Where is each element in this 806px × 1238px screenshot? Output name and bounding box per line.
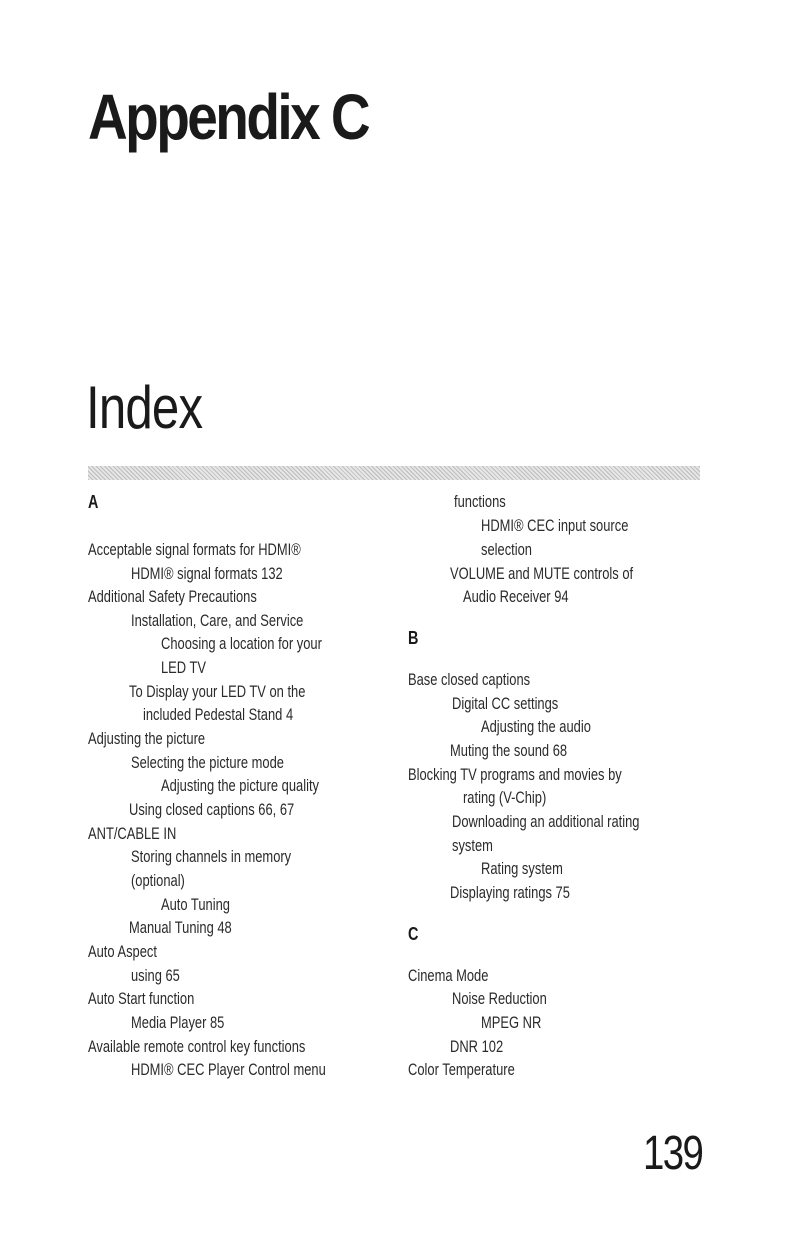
index-continued-entry: VOLUME and MUTE controls of bbox=[450, 564, 634, 583]
section-letter-a: A bbox=[88, 492, 99, 512]
index-entry: Adjusting the picture bbox=[88, 729, 206, 748]
section-letter-c: C bbox=[408, 924, 419, 944]
index-subentry: (optional) bbox=[131, 871, 185, 890]
index-entry: Additional Safety Precautions bbox=[88, 587, 257, 606]
index-subentry: rating (V-Chip) bbox=[463, 788, 547, 807]
index-subsubentry: MPEG NR bbox=[481, 1013, 542, 1032]
index-subentry: DNR 102 bbox=[450, 1037, 504, 1056]
index-entry: Base closed captions bbox=[408, 670, 531, 689]
index-entry: Auto Aspect bbox=[88, 942, 157, 961]
index-subentry: Noise Reduction bbox=[452, 989, 547, 1008]
index-subentry: Selecting the picture mode bbox=[131, 753, 284, 772]
index-subentry: included Pedestal Stand 4 bbox=[143, 705, 294, 724]
index-continued-entry: selection bbox=[481, 540, 533, 559]
index-subentry: Manual Tuning 48 bbox=[129, 918, 232, 937]
index-subentry: Storing channels in memory bbox=[131, 847, 292, 866]
index-subentry: Digital CC settings bbox=[452, 694, 559, 713]
index-divider-rule bbox=[88, 466, 700, 480]
page-number: 139 bbox=[643, 1127, 703, 1180]
section-letter-b: B bbox=[408, 628, 419, 648]
index-subentry: HDMI® CEC Player Control menu bbox=[131, 1060, 326, 1079]
index-heading: Index bbox=[86, 374, 203, 441]
index-continued-entry: HDMI® CEC input source bbox=[481, 516, 629, 535]
index-subsubentry: LED TV bbox=[161, 658, 207, 677]
index-continued-entry: Audio Receiver 94 bbox=[463, 587, 569, 606]
index-subentry: using 65 bbox=[131, 966, 180, 985]
index-subentry: Media Player 85 bbox=[131, 1013, 225, 1032]
index-entry: Blocking TV programs and movies by bbox=[408, 765, 622, 784]
index-subsubentry: Choosing a location for your bbox=[161, 634, 322, 653]
index-entry: Acceptable signal formats for HDMI® bbox=[88, 540, 301, 559]
index-subentry: To Display your LED TV on the bbox=[129, 682, 306, 701]
index-subentry: Installation, Care, and Service bbox=[131, 611, 304, 630]
index-entry: Auto Start function bbox=[88, 989, 195, 1008]
index-subentry: Muting the sound 68 bbox=[450, 741, 568, 760]
index-entry: Available remote control key functions bbox=[88, 1037, 306, 1056]
index-continued-entry: functions bbox=[454, 492, 506, 511]
index-subentry: system bbox=[452, 836, 493, 855]
index-subsubentry: Rating system bbox=[481, 859, 563, 878]
index-subsubentry: Auto Tuning bbox=[161, 895, 230, 914]
index-subentry: HDMI® signal formats 132 bbox=[131, 564, 283, 583]
index-subentry: Downloading an additional rating bbox=[452, 812, 640, 831]
appendix-heading: Appendix C bbox=[88, 81, 368, 153]
index-subentry: Using closed captions 66, 67 bbox=[129, 800, 295, 819]
index-subsubentry: Adjusting the picture quality bbox=[161, 776, 320, 795]
index-entry: ANT/CABLE IN bbox=[88, 824, 177, 843]
index-entry: Color Temperature bbox=[408, 1060, 515, 1079]
index-subentry: Displaying ratings 75 bbox=[450, 883, 570, 902]
index-subsubentry: Adjusting the audio bbox=[481, 717, 591, 736]
index-entry: Cinema Mode bbox=[408, 966, 489, 985]
